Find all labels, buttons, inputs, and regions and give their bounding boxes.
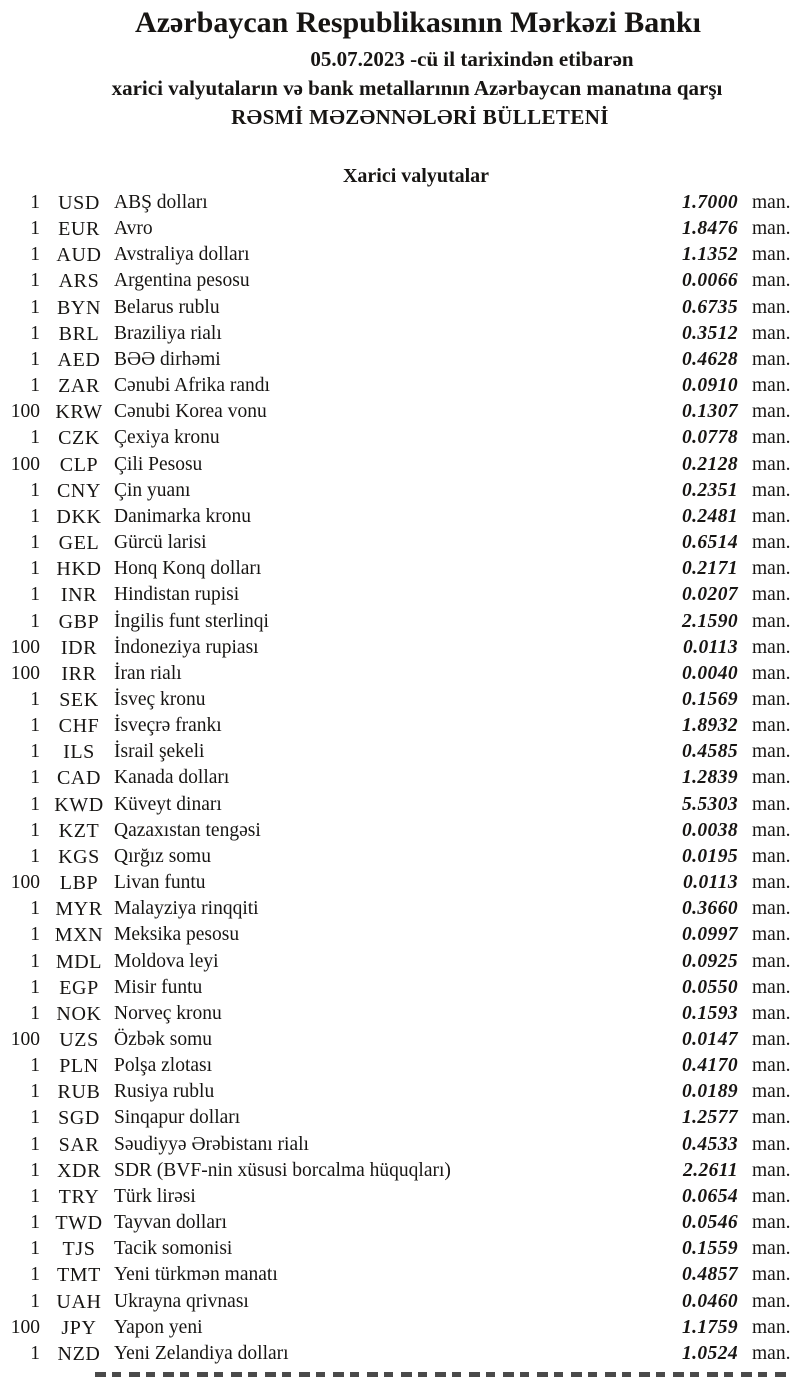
currency-quantity: 1 — [30, 1342, 40, 1364]
currency-code: SGD — [58, 1107, 100, 1130]
currency-unit: man. — [752, 1316, 791, 1338]
currency-name: Yapon yeni — [114, 1316, 203, 1338]
rate-row — [0, 818, 800, 844]
currency-code: ILS — [63, 741, 95, 764]
currency-quantity: 1 — [30, 1212, 40, 1234]
currency-quantity: 100 — [10, 453, 40, 475]
currency-code: KZT — [58, 819, 100, 842]
currency-name: Tacik somonisi — [114, 1238, 233, 1260]
currency-name: Polşa zlotası — [114, 1055, 213, 1077]
currency-rate: 0.4628 — [681, 348, 738, 370]
currency-code: GBP — [58, 610, 100, 633]
currency-rate: 0.0778 — [681, 427, 738, 449]
currency-name: İran rialı — [114, 662, 182, 684]
currency-unit: man. — [752, 662, 791, 684]
currency-unit: man. — [752, 584, 791, 606]
currency-name: Çexiya kronu — [114, 427, 220, 449]
currency-code: HKD — [56, 558, 102, 581]
rate-row — [0, 635, 800, 661]
currency-code: GEL — [58, 532, 100, 555]
currency-quantity: 100 — [10, 1029, 40, 1050]
currency-quantity: 1 — [30, 741, 40, 763]
currency-name: Danimarka kronu — [114, 505, 251, 527]
rate-row — [0, 739, 800, 765]
currency-quantity: 1 — [30, 1238, 40, 1260]
currency-code: RUB — [57, 1081, 101, 1104]
currency-quantity: 1 — [30, 192, 40, 213]
rate-row — [0, 530, 800, 556]
currency-name: BƏƏ dirhəmi — [114, 348, 221, 370]
currency-quantity: 1 — [30, 505, 40, 527]
currency-quantity: 1 — [30, 1002, 40, 1024]
currency-quantity: 1 — [30, 218, 40, 240]
rate-row — [0, 1341, 800, 1367]
currency-name: İsrail şekeli — [114, 741, 205, 763]
currency-unit: man. — [752, 610, 791, 632]
currency-rate: 1.8932 — [681, 715, 738, 737]
section-title-foreign-currencies: Xarici valyutalar — [342, 165, 490, 187]
currency-quantity: 1 — [30, 375, 40, 397]
currency-rate: 0.0066 — [681, 270, 738, 292]
currency-code: MYR — [55, 898, 103, 921]
currency-unit: man. — [752, 1185, 791, 1207]
currency-quantity: 1 — [30, 819, 40, 841]
currency-quantity: 1 — [30, 1185, 40, 1207]
currency-quantity: 1 — [30, 479, 40, 501]
currency-quantity: 1 — [30, 1264, 40, 1286]
currency-unit: man. — [752, 453, 791, 475]
currency-rate: 0.1593 — [681, 1002, 738, 1024]
currency-code: XDR — [56, 1159, 102, 1182]
currency-name: Ukrayna qrivnası — [114, 1290, 249, 1312]
currency-code: CLP — [59, 453, 99, 476]
currency-rate: 0.0038 — [681, 819, 738, 841]
currency-unit: man. — [752, 1002, 791, 1024]
currency-quantity: 1 — [30, 532, 40, 554]
currency-name: Livan funtu — [114, 872, 206, 894]
currency-code: NOK — [56, 1002, 102, 1025]
cutoff-next-row — [95, 1372, 788, 1377]
currency-quantity: 1 — [30, 845, 40, 867]
rate-row — [0, 922, 800, 948]
currency-code: IRR — [61, 662, 97, 685]
currency-rate: 0.2171 — [681, 558, 738, 580]
currency-unit: man. — [752, 793, 791, 815]
rate-row — [0, 242, 800, 268]
currency-name: Meksika pesosu — [114, 924, 240, 946]
currency-rate: 0.0195 — [681, 845, 738, 867]
currency-quantity: 1 — [30, 610, 40, 632]
currency-code: NZD — [57, 1342, 101, 1365]
currency-quantity: 1 — [30, 244, 40, 266]
currency-quantity: 1 — [30, 1081, 40, 1103]
currency-name: Küveyt dinarı — [114, 793, 222, 815]
currency-name: ABŞ dolları — [114, 192, 208, 213]
currency-rate: 0.1307 — [681, 401, 738, 423]
rate-row — [0, 896, 800, 922]
currency-name: Cənubi Korea vonu — [114, 401, 267, 423]
currency-code: SEK — [59, 688, 99, 711]
currency-rate: 0.0925 — [681, 950, 738, 972]
currency-quantity: 1 — [30, 924, 40, 946]
bulletin-title: RƏSMİ MƏZƏNNƏLƏRİ BÜLLETENİ — [231, 105, 609, 129]
currency-code: TJS — [62, 1238, 96, 1261]
rate-row — [0, 190, 800, 216]
currency-unit: man. — [752, 505, 791, 527]
page-title: Azərbaycan Respublikasının Mərkəzi Bankı — [135, 6, 701, 39]
rate-row — [0, 1210, 800, 1236]
currency-quantity: 1 — [30, 270, 40, 292]
currency-name: Kanada dolları — [114, 767, 230, 789]
currency-rate: 1.2839 — [681, 767, 738, 789]
currency-rate: 0.0113 — [683, 636, 738, 658]
currency-code: BYN — [56, 296, 102, 319]
currency-rate: 0.0207 — [681, 584, 738, 606]
currency-quantity: 1 — [30, 1055, 40, 1077]
currency-unit: man. — [752, 427, 791, 449]
currency-code: TMT — [56, 1264, 102, 1287]
currency-quantity: 1 — [30, 898, 40, 920]
currency-name: Türk lirəsi — [114, 1185, 196, 1207]
currency-code: AED — [57, 348, 101, 371]
rate-row — [0, 556, 800, 582]
currency-unit: man. — [752, 1290, 791, 1312]
currency-quantity: 1 — [30, 348, 40, 370]
currency-code: IDR — [60, 636, 98, 659]
currency-unit: man. — [752, 924, 791, 946]
currency-code: KGS — [58, 845, 100, 868]
currency-rate: 0.4585 — [681, 741, 738, 763]
currency-code: INR — [60, 584, 98, 607]
currency-code: MDL — [55, 950, 103, 973]
currency-rate: 0.2128 — [681, 453, 738, 475]
currency-rate: 0.4533 — [681, 1133, 738, 1155]
currency-code: BRL — [58, 322, 100, 345]
currency-unit: man. — [752, 1342, 791, 1364]
currency-rate: 1.2577 — [681, 1107, 738, 1129]
currency-rate: 0.0997 — [681, 924, 738, 946]
currency-name: Avstraliya dolları — [114, 244, 250, 266]
rate-row — [0, 949, 800, 975]
currency-unit: man. — [752, 636, 791, 658]
currency-unit: man. — [752, 1107, 791, 1129]
currency-unit: man. — [752, 532, 791, 554]
currency-unit: man. — [752, 767, 791, 789]
currency-name: Tayvan dolları — [114, 1212, 227, 1234]
effective-date: 05.07.2023 -cü il tarixindən etibarən — [310, 47, 634, 71]
currency-quantity: 1 — [30, 976, 40, 998]
rate-row — [0, 1105, 800, 1131]
currency-unit: man. — [752, 1081, 791, 1103]
rate-row — [0, 216, 800, 242]
currency-name: Qazaxıstan tengəsi — [114, 819, 261, 841]
currency-name: Hindistan rupisi — [114, 584, 240, 606]
currency-name: Yeni türkmən manatı — [114, 1264, 278, 1286]
currency-name: Avro — [114, 218, 153, 240]
currency-name: Cənubi Afrika randı — [114, 375, 270, 397]
rate-row — [0, 1053, 800, 1079]
currency-unit: man. — [752, 296, 791, 318]
currency-quantity: 1 — [30, 1133, 40, 1155]
currency-code: TRY — [58, 1185, 100, 1208]
currency-name: SDR (BVF-nin xüsusi borcalma hüquqları) — [114, 1159, 451, 1181]
rate-row — [0, 1079, 800, 1105]
currency-unit: man. — [752, 348, 791, 370]
rate-row — [0, 1184, 800, 1210]
currency-rate: 0.0910 — [681, 375, 738, 397]
currency-rate: 0.1559 — [681, 1238, 738, 1260]
currency-quantity: 100 — [10, 401, 40, 423]
currency-name: Moldova leyi — [114, 950, 219, 972]
rate-row — [0, 870, 800, 896]
currency-quantity: 1 — [30, 950, 40, 972]
rate-row — [0, 765, 800, 791]
currency-quantity: 1 — [30, 558, 40, 580]
currency-rate: 0.2351 — [681, 479, 738, 501]
currency-name: Çin yuanı — [114, 479, 191, 501]
rate-row — [0, 399, 800, 425]
currency-unit: man. — [752, 401, 791, 423]
currency-rate: 1.8476 — [681, 218, 738, 240]
currency-unit: man. — [752, 1264, 791, 1286]
currency-unit: man. — [752, 898, 791, 920]
rate-row — [0, 425, 800, 451]
subject-line: xarici valyutaların və bank metallarının Azərbaycan manatına qarşı — [111, 76, 723, 100]
currency-name: Misir funtu — [114, 976, 203, 998]
currency-quantity: 100 — [10, 636, 40, 658]
currency-name: İngilis funt sterlinqi — [114, 610, 269, 632]
currency-unit: man. — [752, 192, 791, 213]
currency-quantity: 1 — [30, 584, 40, 606]
rate-row — [0, 504, 800, 530]
currency-unit: man. — [752, 244, 791, 266]
currency-name: Argentina pesosu — [114, 270, 250, 292]
currency-code: ZAR — [58, 375, 100, 398]
currency-rate: 1.1352 — [681, 244, 738, 266]
currency-unit: man. — [752, 1212, 791, 1234]
currency-rate: 0.0550 — [681, 976, 738, 998]
currency-rate: 1.1759 — [681, 1316, 738, 1338]
currency-name: İsveç kronu — [114, 688, 206, 710]
currency-code: USD — [58, 192, 100, 214]
currency-rate: 1.0524 — [681, 1342, 738, 1364]
currency-code: LBP — [59, 872, 99, 895]
currency-code: KRW — [55, 401, 103, 424]
currency-code: UZS — [59, 1029, 99, 1051]
currency-unit: man. — [752, 845, 791, 867]
currency-quantity: 1 — [30, 1290, 40, 1312]
currency-name: Çili Pesosu — [114, 453, 203, 475]
currency-unit: man. — [752, 741, 791, 763]
currency-rate: 0.0189 — [681, 1081, 738, 1103]
currency-rate: 2.2611 — [683, 1159, 738, 1181]
currency-unit: man. — [752, 558, 791, 580]
currency-unit: man. — [752, 375, 791, 397]
currency-code: TWD — [55, 1212, 103, 1235]
currency-name: Özbək somu — [114, 1029, 213, 1050]
rate-row — [0, 373, 800, 399]
currency-unit: man. — [752, 1159, 791, 1181]
currency-name: Gürcü larisi — [114, 532, 207, 554]
currency-code: MXN — [54, 924, 104, 947]
currency-name: Belarus rublu — [114, 296, 220, 318]
currency-name: Qırğız somu — [114, 845, 211, 867]
currency-rate: 0.3660 — [681, 898, 738, 920]
currency-code: JPY — [61, 1316, 97, 1339]
currency-unit: man. — [752, 976, 791, 998]
rate-row — [0, 687, 800, 713]
rate-row — [0, 1027, 800, 1053]
currency-quantity: 1 — [30, 793, 40, 815]
rate-row — [0, 268, 800, 294]
currency-quantity: 1 — [30, 767, 40, 789]
currency-name: İsveçrə frankı — [114, 715, 222, 737]
currency-unit: man. — [752, 218, 791, 240]
currency-rate: 0.3512 — [681, 322, 738, 344]
currency-quantity: 1 — [30, 688, 40, 710]
currency-rate: 0.2481 — [681, 505, 738, 527]
currency-name: Malayziya rinqqiti — [114, 898, 259, 920]
rate-row — [0, 1262, 800, 1288]
currency-rate: 0.4857 — [681, 1264, 738, 1286]
currency-code: SAR — [58, 1133, 100, 1156]
rate-row — [0, 1158, 800, 1184]
currency-quantity: 100 — [10, 662, 40, 684]
currency-quantity: 1 — [30, 296, 40, 318]
currency-rate: 0.0546 — [681, 1212, 738, 1234]
currency-quantity: 1 — [30, 427, 40, 449]
currency-rate: 0.0147 — [681, 1029, 738, 1050]
currency-rate: 0.0654 — [681, 1185, 738, 1207]
currency-name: Yeni Zelandiya dolları — [114, 1342, 289, 1364]
currency-code: CZK — [58, 427, 100, 450]
rate-row — [0, 609, 800, 635]
currency-code: CNY — [56, 479, 102, 502]
rate-row — [0, 1315, 800, 1341]
rate-row — [0, 975, 800, 1001]
currency-name: Honq Konq dolları — [114, 558, 262, 580]
currency-unit: man. — [752, 715, 791, 737]
currency-unit: man. — [752, 479, 791, 501]
currency-rate: 0.4170 — [681, 1055, 738, 1077]
rate-row — [0, 661, 800, 687]
currency-rate: 0.1569 — [681, 688, 738, 710]
rate-row — [0, 347, 800, 373]
currency-unit: man. — [752, 950, 791, 972]
currency-quantity: 1 — [30, 1159, 40, 1181]
currency-code: ARS — [58, 270, 100, 293]
currency-quantity: 100 — [10, 872, 40, 894]
currency-code: UAH — [56, 1290, 102, 1313]
currency-unit: man. — [752, 688, 791, 710]
currency-code: AUD — [56, 244, 102, 267]
currency-rate: 0.6514 — [681, 532, 738, 554]
rate-row — [0, 321, 800, 347]
rate-row — [0, 844, 800, 870]
currency-code: CAD — [56, 767, 102, 790]
currency-rate: 0.0460 — [681, 1290, 738, 1312]
currency-code: KWD — [54, 793, 104, 816]
currency-rate: 0.0113 — [683, 872, 738, 894]
currency-unit: man. — [752, 1238, 791, 1260]
currency-quantity: 1 — [30, 715, 40, 737]
currency-rate: 0.6735 — [681, 296, 738, 318]
currency-code: EGP — [59, 976, 99, 999]
currency-name: Səudiyyə Ərəbistanı rialı — [114, 1133, 309, 1155]
rate-row — [0, 1132, 800, 1158]
currency-quantity: 1 — [30, 322, 40, 344]
currency-unit: man. — [752, 322, 791, 344]
currency-unit: man. — [752, 872, 791, 894]
currency-code: PLN — [59, 1055, 99, 1078]
currency-unit: man. — [752, 819, 791, 841]
rate-row — [0, 1001, 800, 1027]
rate-row — [0, 713, 800, 739]
currency-rate: 0.0040 — [681, 662, 738, 684]
currency-code: EUR — [58, 218, 100, 241]
currency-quantity: 1 — [30, 1107, 40, 1129]
currency-name: Rusiya rublu — [114, 1081, 215, 1103]
currency-code: DKK — [56, 505, 102, 528]
rate-row — [0, 452, 800, 478]
rate-row — [0, 1236, 800, 1262]
currency-quantity: 100 — [10, 1316, 40, 1338]
currency-name: Braziliya rialı — [114, 322, 222, 344]
rate-row — [0, 295, 800, 321]
rate-row — [0, 1289, 800, 1315]
currency-unit: man. — [752, 270, 791, 292]
currency-rate: 1.7000 — [681, 192, 738, 213]
currency-name: Sinqapur dolları — [114, 1107, 241, 1129]
currency-code: CHF — [58, 715, 100, 738]
currency-name: İndoneziya rupiası — [114, 636, 259, 658]
currency-unit: man. — [752, 1055, 791, 1077]
rates-table — [0, 190, 800, 1367]
rate-row — [0, 792, 800, 818]
currency-unit: man. — [752, 1029, 791, 1050]
currency-name: Norveç kronu — [114, 1002, 222, 1024]
currency-rate: 2.1590 — [681, 610, 738, 632]
rate-row — [0, 478, 800, 504]
rate-row — [0, 582, 800, 608]
currency-rate: 5.5303 — [681, 793, 738, 815]
currency-unit: man. — [752, 1133, 791, 1155]
